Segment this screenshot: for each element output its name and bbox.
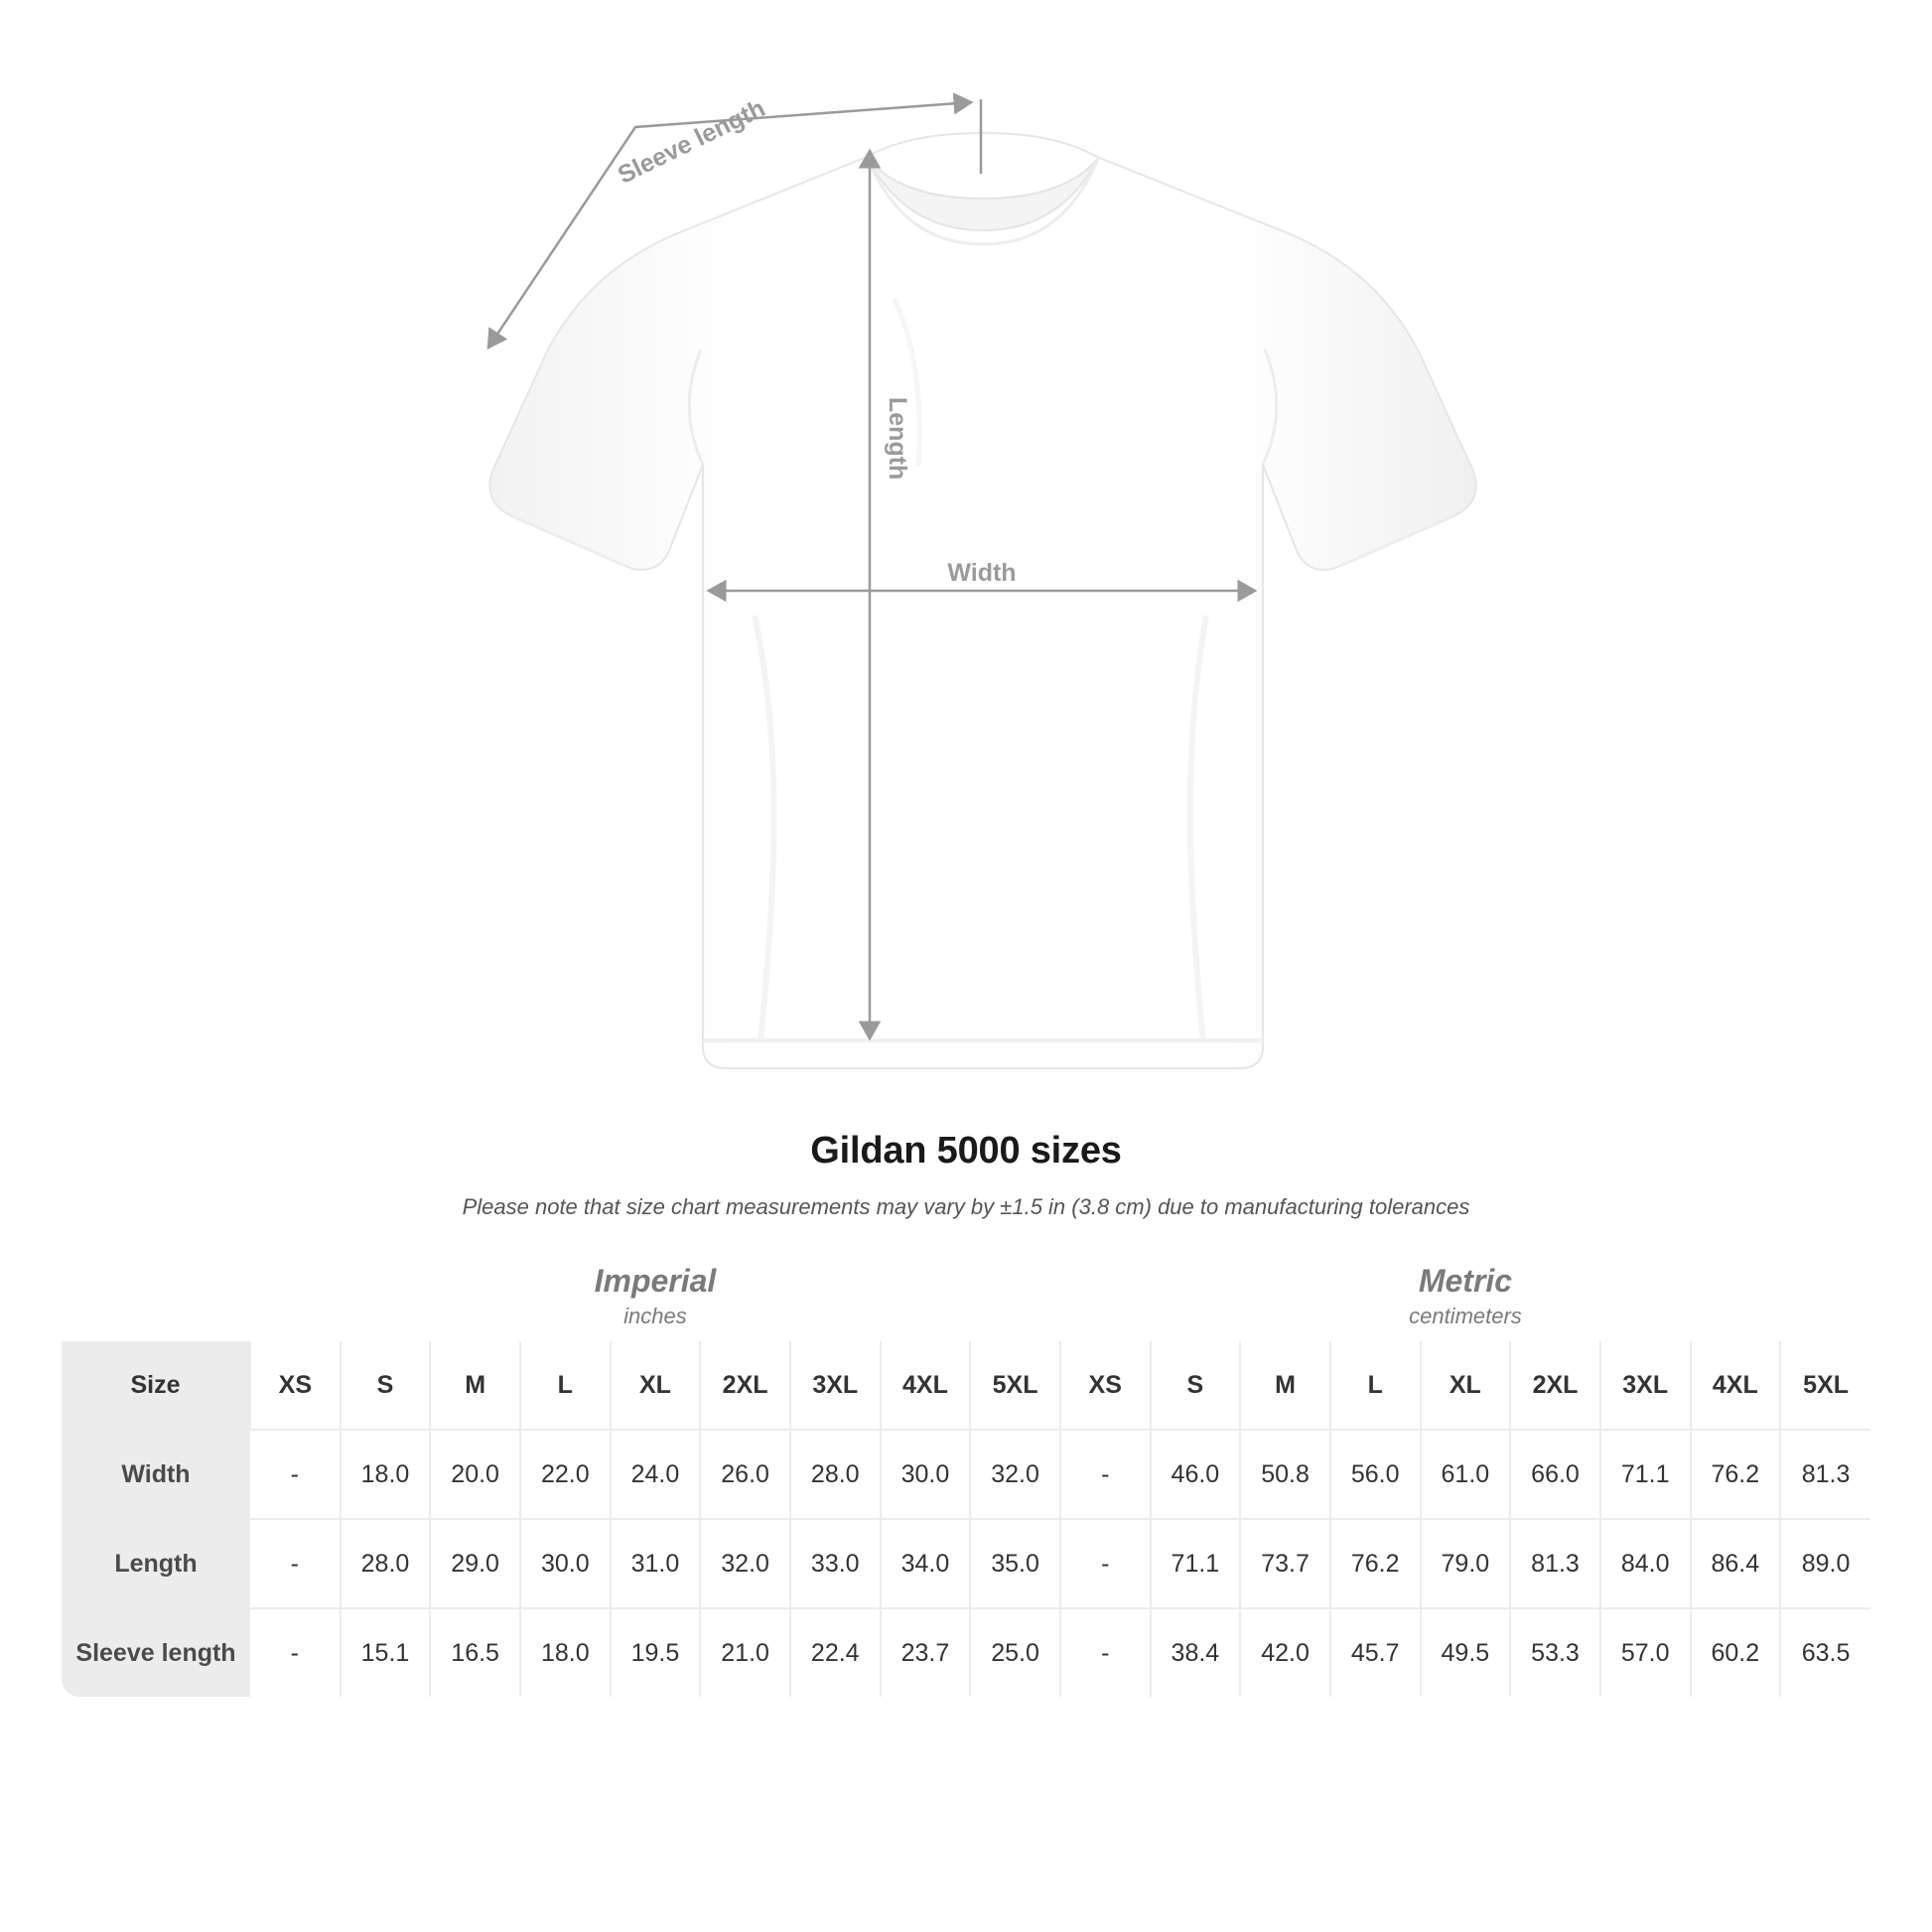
cell: 23.7 (881, 1608, 971, 1697)
cell: 32.0 (970, 1430, 1060, 1519)
row-label: Sleeve length (62, 1608, 250, 1697)
cell: 24.0 (611, 1430, 701, 1519)
cell: 86.4 (1691, 1519, 1781, 1608)
cell: 45.7 (1330, 1608, 1421, 1697)
column-header: XS (1060, 1341, 1151, 1430)
cell: 21.0 (700, 1608, 790, 1697)
cell: 61.0 (1421, 1430, 1511, 1519)
size-header-label: Size (62, 1341, 250, 1430)
column-header: XL (611, 1341, 701, 1430)
cell: 18.0 (341, 1430, 431, 1519)
column-header: L (1330, 1341, 1421, 1430)
unit-group-metric-sub: centimeters (1409, 1303, 1522, 1328)
cell: 71.1 (1600, 1430, 1691, 1519)
column-header: XL (1421, 1341, 1511, 1430)
column-header: 2XL (700, 1341, 790, 1430)
size-table (62, 1254, 1870, 1697)
cell: 73.7 (1240, 1519, 1330, 1608)
cell: 38.4 (1151, 1608, 1241, 1697)
cell: 49.5 (1421, 1608, 1511, 1697)
cell: 57.0 (1600, 1608, 1691, 1697)
cell: 19.5 (611, 1608, 701, 1697)
tshirt-shape (489, 133, 1475, 1068)
cell: 28.0 (790, 1430, 881, 1519)
column-header: S (1151, 1341, 1241, 1430)
cell: - (250, 1430, 341, 1519)
table-row (62, 1608, 1870, 1697)
cell: 84.0 (1600, 1519, 1691, 1608)
cell: 46.0 (1151, 1430, 1241, 1519)
cell: 33.0 (790, 1519, 881, 1608)
row-label: Length (62, 1519, 250, 1608)
cell: 71.1 (1151, 1519, 1241, 1608)
column-header: 3XL (790, 1341, 881, 1430)
unit-row-spacer (62, 1254, 250, 1341)
column-header: M (1240, 1341, 1330, 1430)
cell: 66.0 (1510, 1430, 1600, 1519)
column-header: 2XL (1510, 1341, 1600, 1430)
cell: 30.0 (520, 1519, 611, 1608)
cell: 18.0 (520, 1608, 611, 1697)
cell: 53.3 (1510, 1608, 1600, 1697)
cell: 76.2 (1691, 1430, 1781, 1519)
length-label: Length (884, 397, 911, 481)
column-header: S (341, 1341, 431, 1430)
column-header: 3XL (1600, 1341, 1691, 1430)
cell: 26.0 (700, 1430, 790, 1519)
cell: 89.0 (1780, 1519, 1870, 1608)
row-label: Width (62, 1430, 250, 1519)
cell: 42.0 (1240, 1608, 1330, 1697)
cell: 25.0 (970, 1608, 1060, 1697)
cell: 32.0 (700, 1519, 790, 1608)
size-header-row (62, 1341, 1870, 1430)
tolerance-note: Please note that size chart measurements may vary by ±1.5 in (3.8 cm) due to manufacturing tolerances (462, 1194, 1470, 1219)
unit-header-row (62, 1254, 1870, 1341)
column-header: M (430, 1341, 520, 1430)
cell: 16.5 (430, 1608, 520, 1697)
cell: 60.2 (1691, 1608, 1781, 1697)
cell: - (1060, 1519, 1151, 1608)
cell: 31.0 (611, 1519, 701, 1608)
cell: 28.0 (341, 1519, 431, 1608)
cell: 22.4 (790, 1608, 881, 1697)
cell: - (1060, 1430, 1151, 1519)
cell: 79.0 (1421, 1519, 1511, 1608)
cell: 29.0 (430, 1519, 520, 1608)
unit-group-imperial-sub: inches (623, 1303, 687, 1328)
cell: 76.2 (1330, 1519, 1421, 1608)
cell: 81.3 (1510, 1519, 1600, 1608)
cell: 15.1 (341, 1608, 431, 1697)
cell: 22.0 (520, 1430, 611, 1519)
cell: 35.0 (970, 1519, 1060, 1608)
column-header: XS (250, 1341, 341, 1430)
table-row (62, 1519, 1870, 1608)
cell: - (250, 1608, 341, 1697)
unit-group-imperial (250, 1254, 1060, 1341)
size-table-wrapper (62, 1254, 1870, 1697)
unit-group-metric-name: Metric (1418, 1263, 1513, 1300)
cell: 20.0 (430, 1430, 520, 1519)
cell: 63.5 (1780, 1608, 1870, 1697)
cell: 81.3 (1780, 1430, 1870, 1519)
page-title: Gildan 5000 sizes (810, 1130, 1122, 1172)
unit-group-metric (1060, 1254, 1870, 1341)
title-block (0, 1130, 1932, 1220)
cell: 30.0 (881, 1430, 971, 1519)
column-header: 4XL (881, 1341, 971, 1430)
cell: 50.8 (1240, 1430, 1330, 1519)
column-header: 5XL (970, 1341, 1060, 1430)
column-header: 5XL (1780, 1341, 1870, 1430)
unit-group-imperial-name: Imperial (594, 1263, 717, 1300)
cell: - (250, 1519, 341, 1608)
cell: - (1060, 1608, 1151, 1697)
sleeve-length-label: Sleeve length (613, 93, 770, 190)
width-label: Width (947, 559, 1017, 587)
column-header: L (520, 1341, 611, 1430)
cell: 56.0 (1330, 1430, 1421, 1519)
table-row (62, 1430, 1870, 1519)
column-header: 4XL (1691, 1341, 1781, 1430)
cell: 34.0 (881, 1519, 971, 1608)
